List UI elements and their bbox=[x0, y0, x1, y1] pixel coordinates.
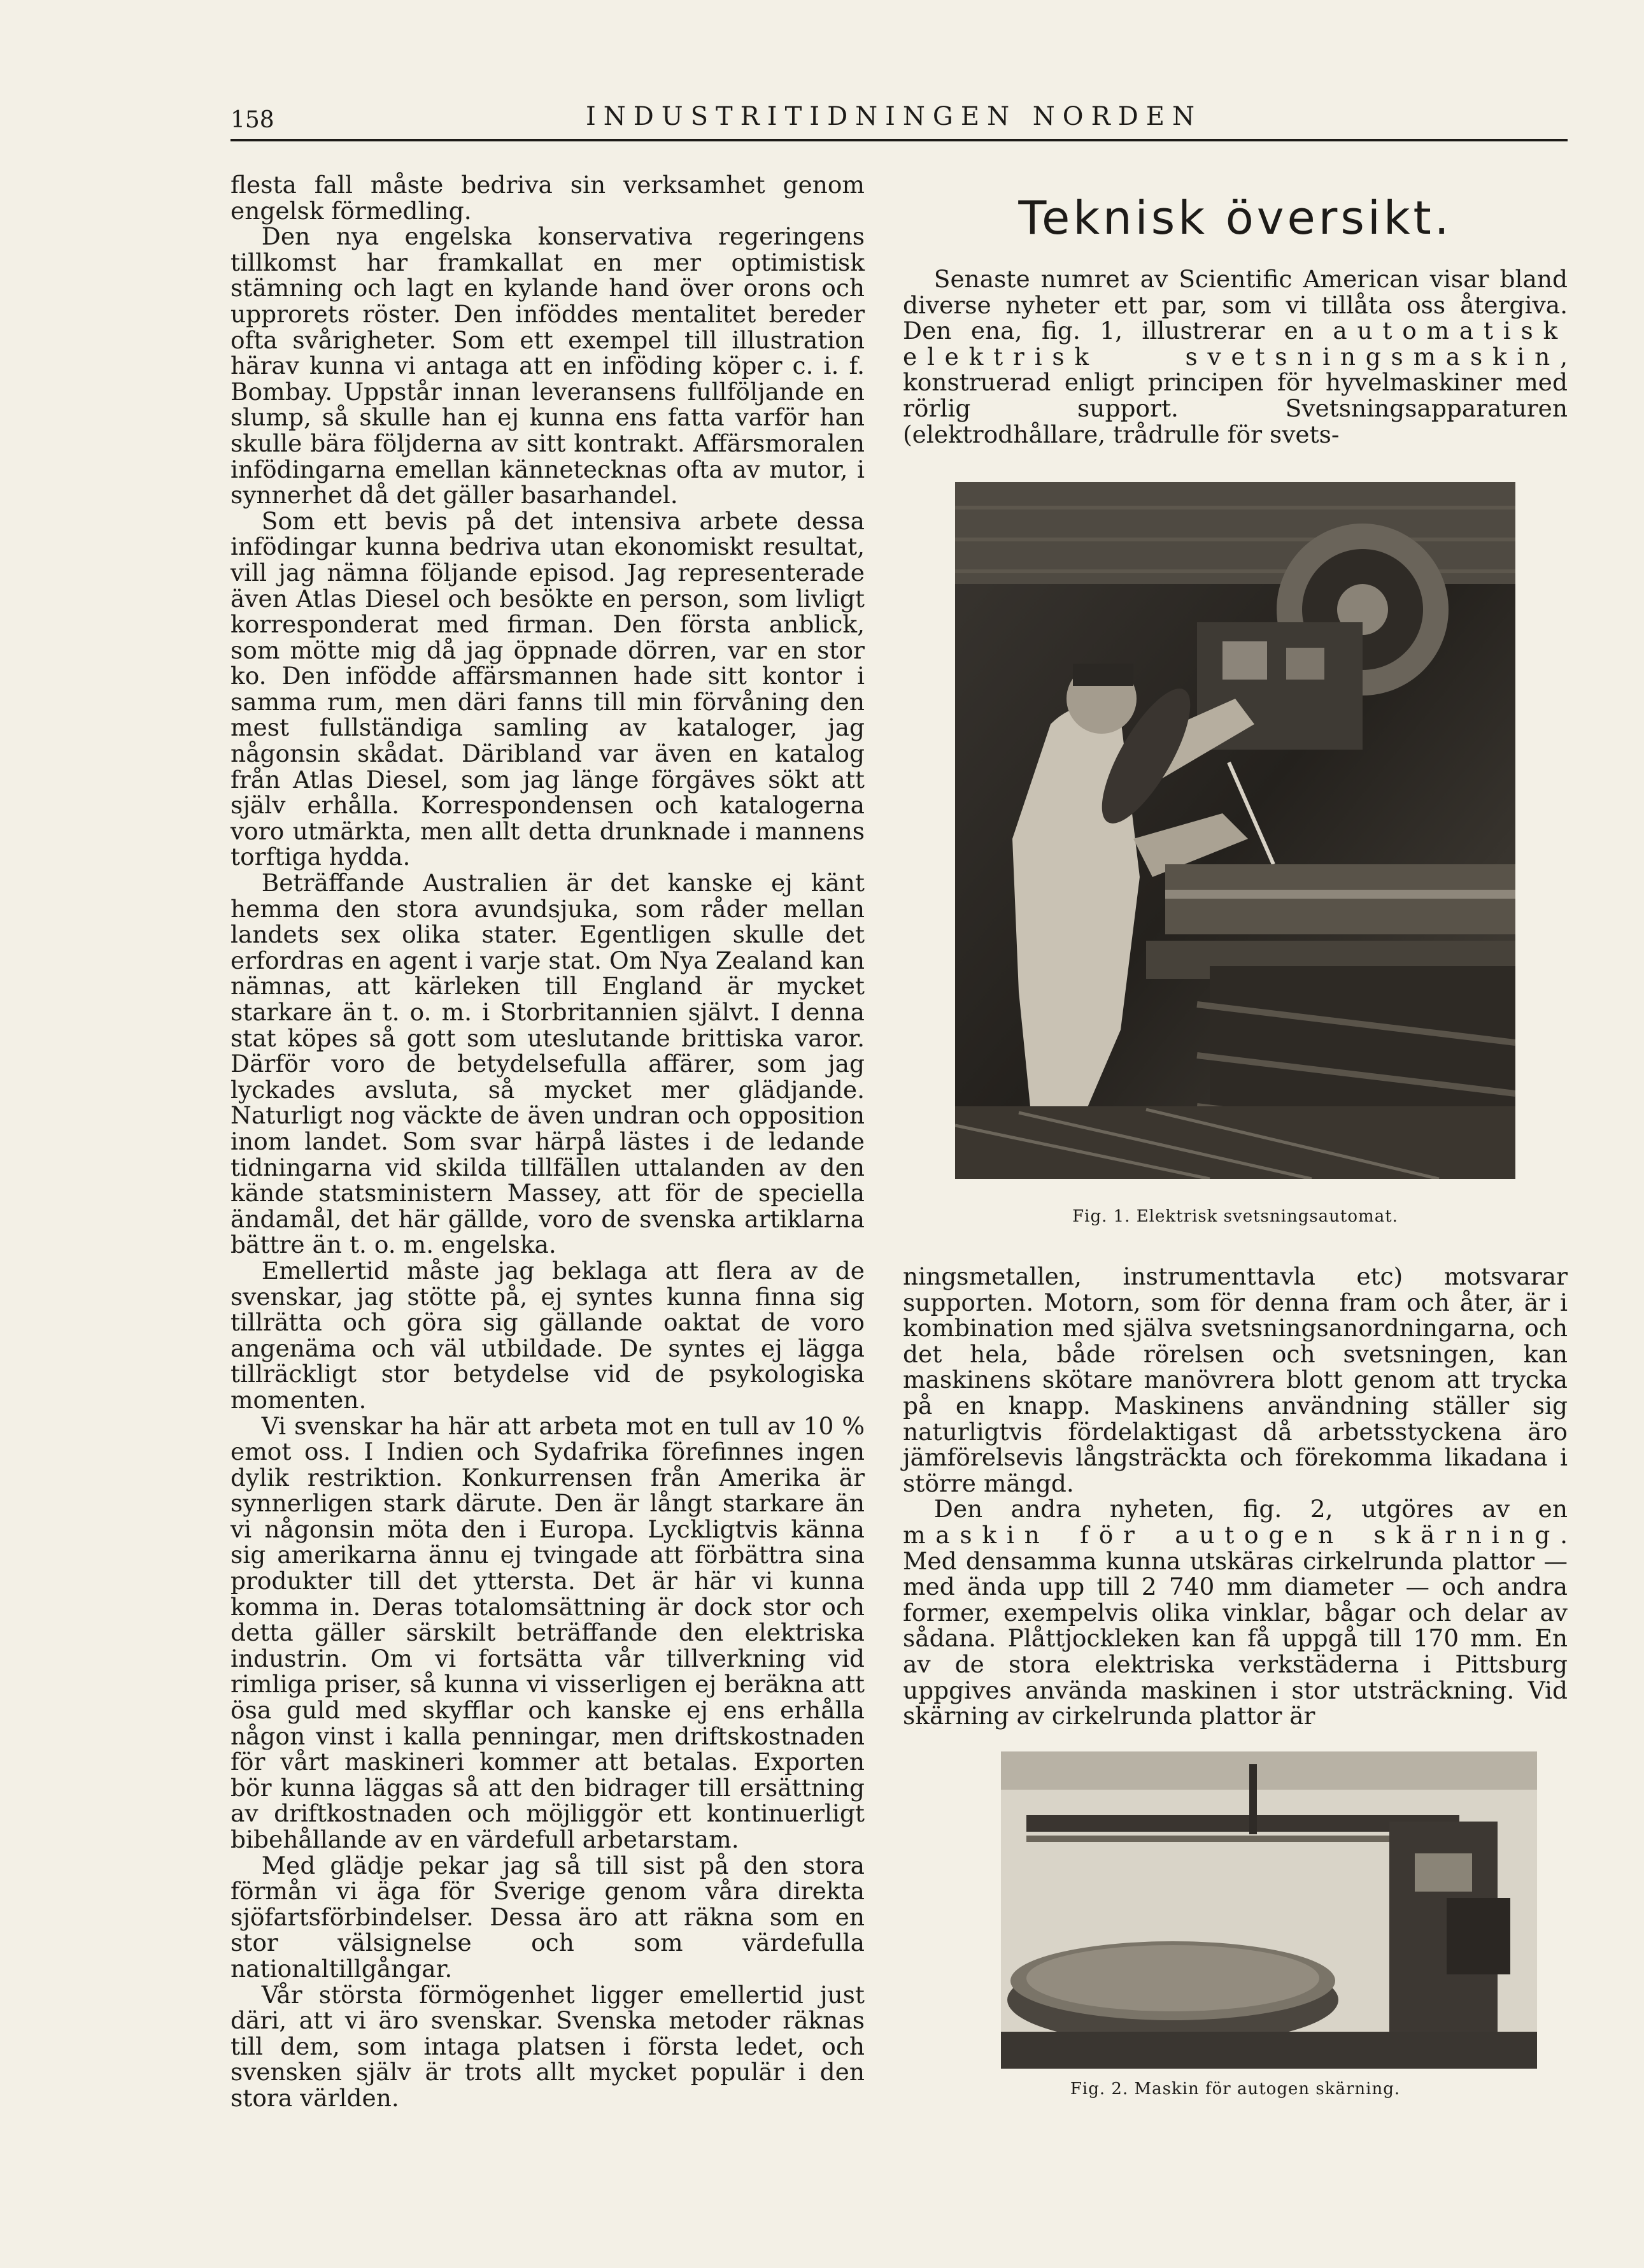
right-column-intro bbox=[903, 266, 1568, 447]
intro-text: Senaste numret av Scientific American visar bland diverse nyheter ett par, som vi tillåta oss återgiva. Den ena, fig. 1, illustrerar en bbox=[903, 265, 1568, 345]
left-column bbox=[230, 172, 865, 2111]
paragraph: Emellertid måste jag beklaga att flera av de svenskar, jag stötte på, ej syntes kunna finna sig tillrätta och göra sig gällande oaktat de voro angenäma och väl utbildade. De syntes ej lägga tillräckligt stor betydelse vid de psykologiska momenten. bbox=[230, 1256, 865, 1414]
spaced-term: maskin för autogen skärning bbox=[903, 1520, 1561, 1549]
paragraph: ningsmetallen, instrumenttavla etc) motsvarar supporten. Motorn, som för denna fram och åter, är i kombination med själva svetsningsanordningarna, och det hela, både rörelsen och svetsningen, kan maskinens skötare manövrera blott genom att trycka på en knapp. Maskinens användning ställer sig naturligtvis fördelaktigast då arbetsstyckena äro jämförelsevis långsträckta och förekomma likadana i större mängd. bbox=[903, 1262, 1568, 1497]
welding-machine-photo bbox=[955, 482, 1515, 1179]
paragraph: Med glädje pekar jag så till sist på den stora förmån vi äga för Sverige genom våra direkta sjöfartsförbindelser. Dessa äro att räkna som en stor välsignelse och som värdefulla nationaltillgångar. bbox=[230, 1851, 865, 1983]
paragraph bbox=[903, 1496, 1568, 1729]
paragraph: Beträffande Australien är det kanske ej känt hemma den stora avundsjuka, som råder mellan landets sex olika stater. Egentligen skulle det erfordras en agent i varje stat. Om Nya Zealand kan nämnas, att kärleken till England är mycket starkare än t. o. m. i Storbritannien självt. I denna stat köpes så gott som uteslutande brittiska varor. Därför voro de betydelsefulla affärer, som jag lyckades avsluta, så mycket mer glädjande. Naturligt nog väckte de även undran och opposition inom landet. Som svar härpå lästes i de ledande tidningarna vid skilda tillfällen uttalanden av den kände statsministern Massey, att för de speciella ändamål, det här gällde, voro de svenska artiklarna bättre än t. o. m. engelska. bbox=[230, 869, 865, 1259]
second-text-cont: . Med densamma kunna utskäras cirkelrunda plattor — med ända upp till 2 740 mm diameter — och andra former, exempelvis olika vinklar, bågar och delar av sådana. Plåttjockleken kan få uppgå till 170 mm. En av de stora elektriska verkstäderna i Pittsburg uppgives använda maskinen i stor utsträckning. Vid skärning av cirkelrunda plattor är bbox=[903, 1520, 1568, 1730]
page-number: 158 bbox=[230, 107, 274, 133]
section-title: Teknisk översikt. bbox=[1018, 191, 1452, 245]
figure-1-photo bbox=[955, 482, 1515, 1179]
right-column-continued bbox=[903, 1264, 1568, 1729]
intro-text-cont: , konstruerad enligt principen för hyvelmaskiner med rörlig support. Svetsningsapparaturen (elektrodhållare, trådrulle för svets- bbox=[903, 342, 1568, 448]
cutting-machine-photo bbox=[1001, 1751, 1537, 2069]
second-text: Den andra nyheten, fig. 2, utgöres av en bbox=[933, 1495, 1568, 1523]
paragraph: flesta fall måste bedriva sin verksamhet genom engelsk förmedling. bbox=[230, 171, 865, 225]
spaced-term: automatisk elektrisk svetsningsmaskin bbox=[903, 317, 1568, 371]
figure-2-photo bbox=[1001, 1751, 1537, 2069]
header-rule bbox=[230, 139, 1568, 141]
paragraph: Vår största förmögenhet ligger emellertid just däri, att vi äro svenskar. Svenska metoder räknas till dem, som intaga platsen i första ledet, och svensken själv är trots allt mycket populär i den stora världen. bbox=[230, 1980, 865, 2112]
figure-1-caption: Fig. 1. Elektrisk svetsningsautomat. bbox=[1072, 1207, 1398, 1226]
paragraph: Som ett bevis på det intensiva arbete dessa infödingar kunna bedriva utan ekonomiskt resultat, vill jag nämna följande episod. Jag representerade även Atlas Diesel och besökte en person, som livligt korresponderat med firman. Den första anblick, som mötte mig då jag öppnade dörren, var en stor ko. Den infödde affärsmannen hade sitt kontor i samma rum, men däri fanns till min förvåning den mest fullständiga samling av kataloger, jag någonsin skådat. Däribland var även en katalog från Atlas Diesel, som jag länge förgäves sökt att själv erhålla. Korrespondensen och katalogerna voro utmärkta, men allt detta drunknade i mannens torftiga hydda. bbox=[230, 506, 865, 871]
paragraph: Den nya engelska konservativa regeringens tillkomst har framkallat en mer optimistisk stämning och lagt en kylande hand över orons och upprorets röster. Den inföddes mentalitet bereder ofta svårigheter. Som ett exempel till illustration härav kunna vi antaga att en inföding köper c. i. f. Bombay. Uppstår innan leveransens fullföljande en slump, så skulle han ej kunna ens fatta varför han skulle bära följderna av sitt kontrakt. Affärsmoralen infödingarna emellan kännetecknas ofta av mutor, i synnerhet då det gäller basarhandel. bbox=[230, 222, 865, 510]
running-title: INDUSTRITIDNINGEN NORDEN bbox=[586, 102, 1202, 131]
figure-2-caption: Fig. 2. Maskin för autogen skärning. bbox=[1070, 2079, 1401, 2099]
paragraph: Vi svenskar ha här att arbeta mot en tull av 10 % emot oss. I Indien och Sydafrika förefinnes ingen dylik restriktion. Konkurrensen från Amerika är synnerligen stark därute. Den är långt starkare än vi någonsin möta den i Europa. Lyckligtvis känna sig amerikarna ännu ej tvingade att förbättra sina produkter till det yttersta. Det är här vi kunna komma in. Deras totalomsättning är dock stor och detta gäller särskilt beträffande den elektriska industrin. Om vi fortsätta vår tillverkning vid rimliga priser, så kunna vi visserligen ej beräkna att ösa guld med skyfflar och kanske ej ens erhålla någon vinst i kalla penningar, men driftskostnaden för vårt maskineri kommer att betalas. Exporten bör kunna läggas så att den bidrager till ersättning av driftkostnaden och möjliggör ett kontinuerligt bibehållande av en värdefull arbetarstam. bbox=[230, 1411, 865, 1853]
paragraph bbox=[903, 266, 1568, 447]
